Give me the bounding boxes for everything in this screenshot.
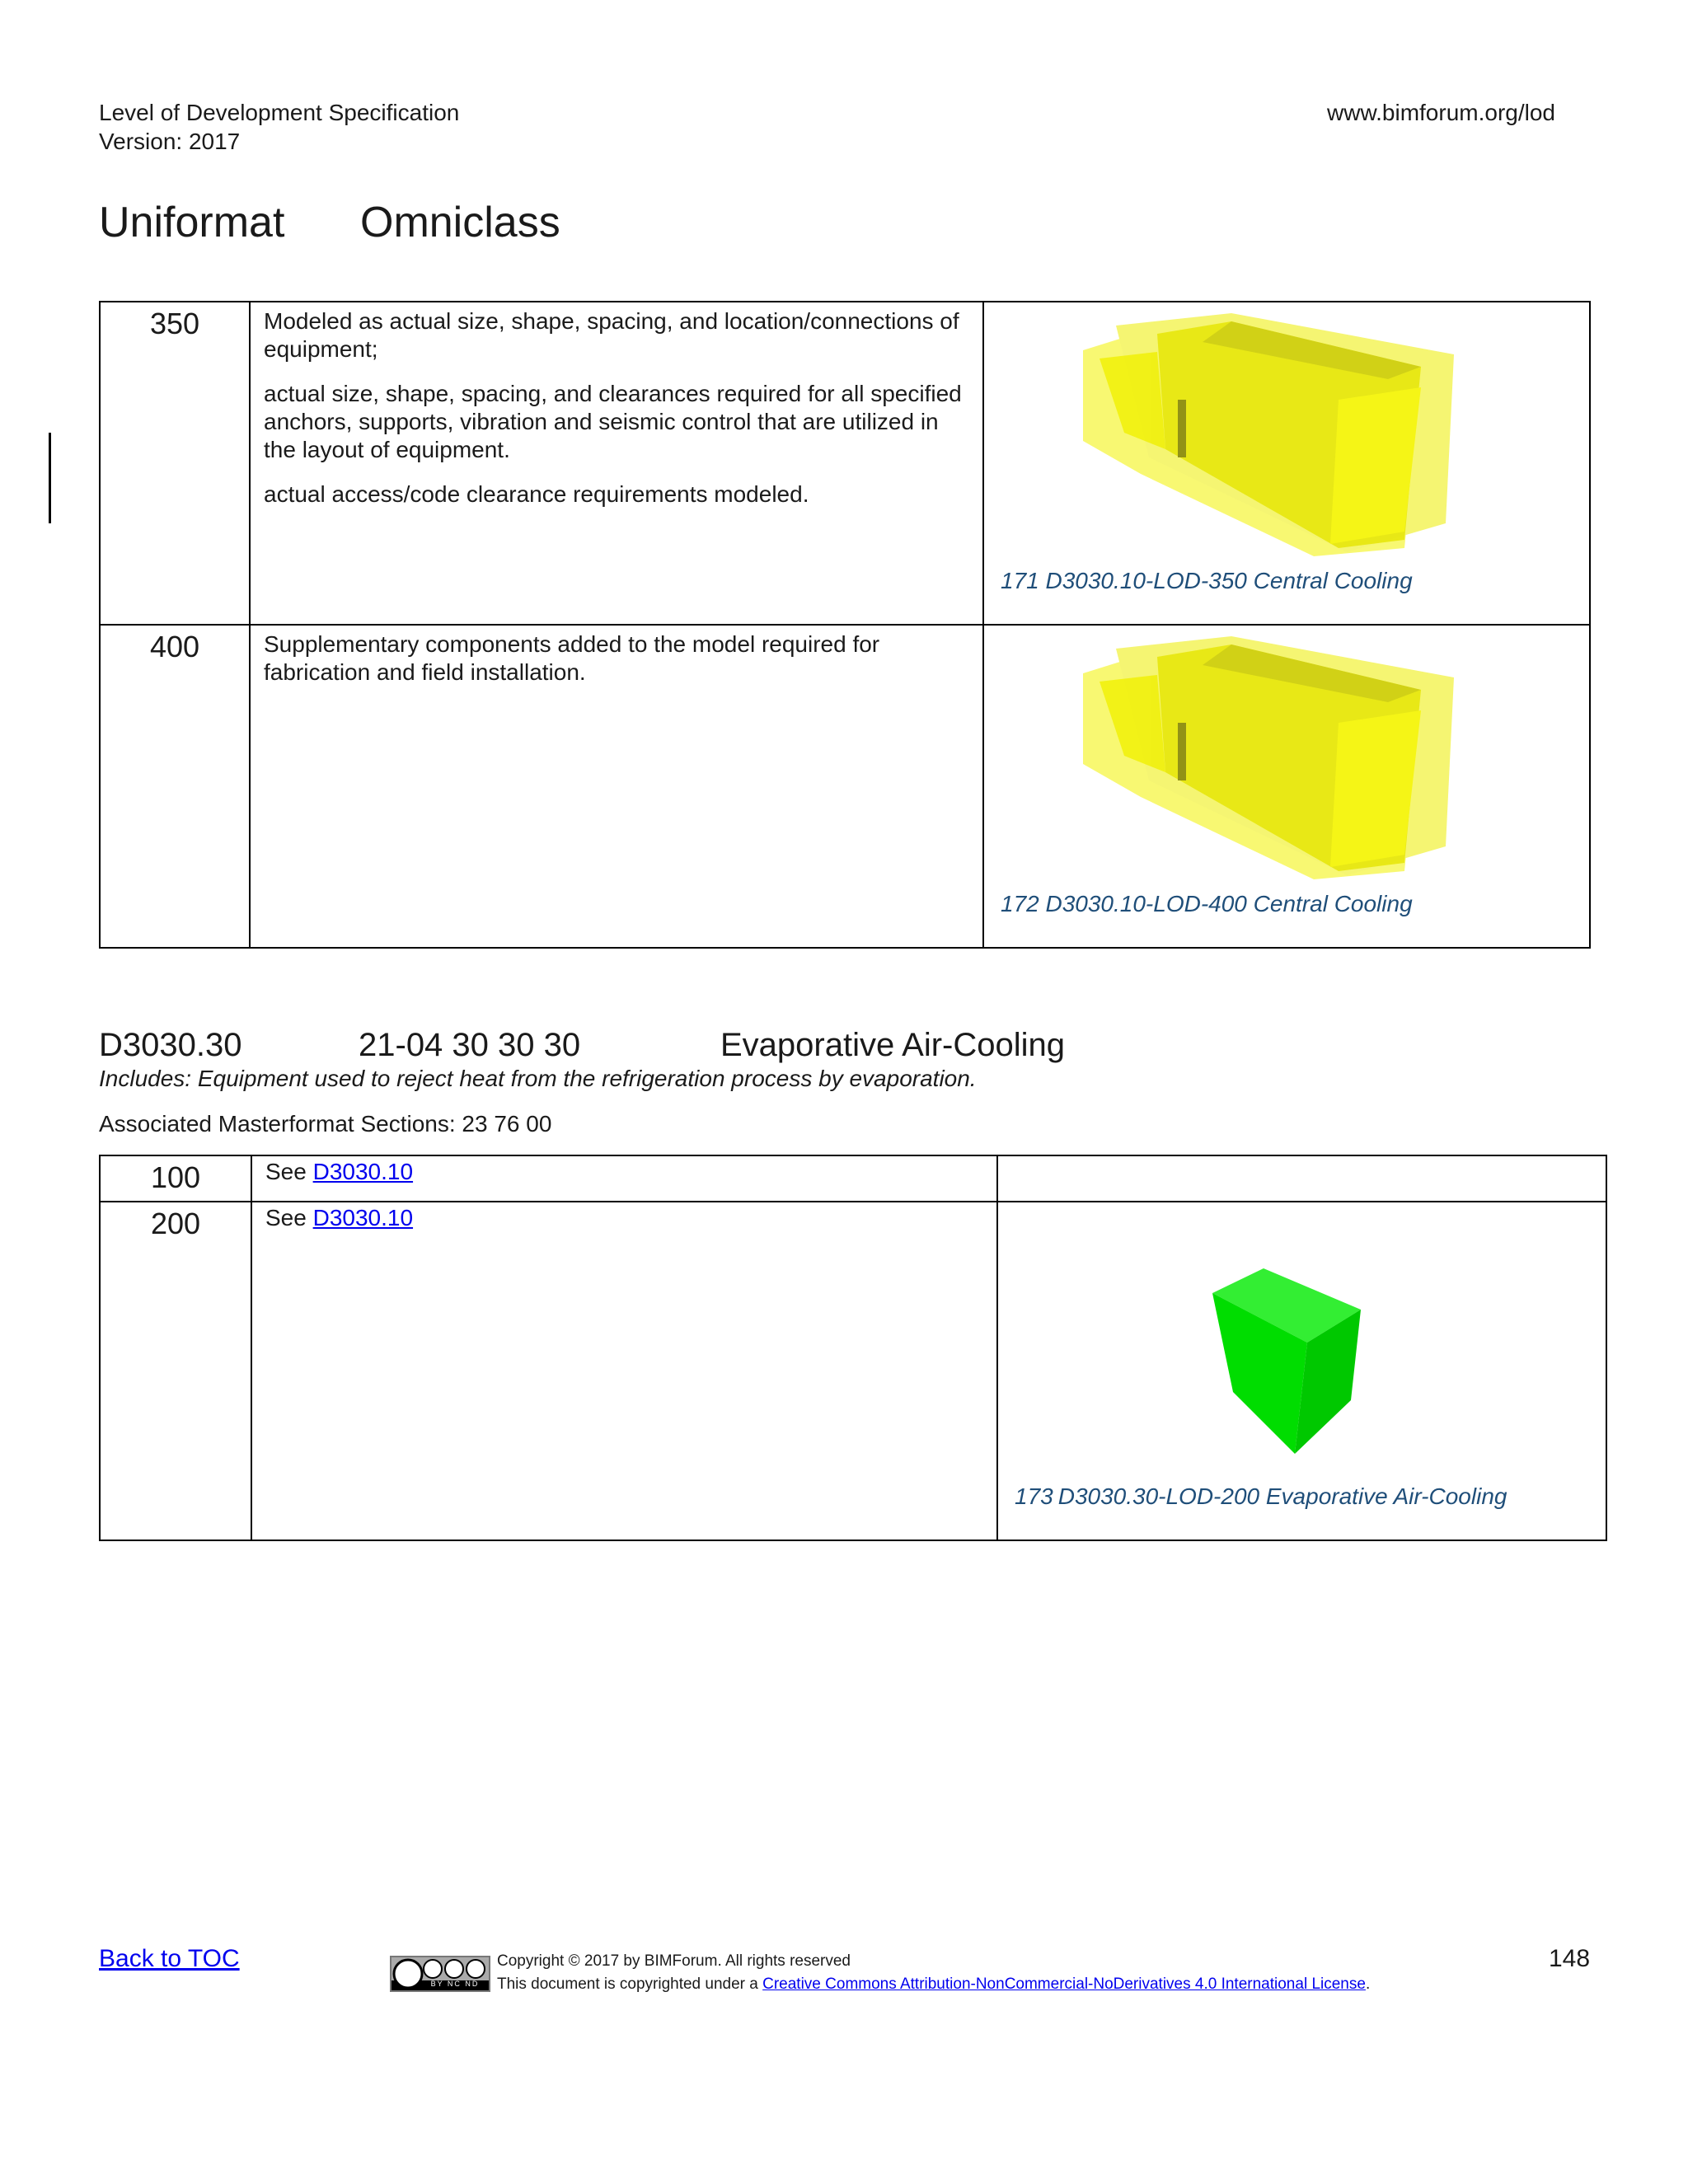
title-omniclass: Omniclass [360,199,560,246]
lod-description [250,302,983,625]
figure-number: 173 [1015,1483,1053,1509]
lod-number: 350 [100,302,250,625]
section-name: Evaporative Air-Cooling [720,1027,1065,1063]
lod-illustration-cell [983,625,1590,948]
description-paragraph: Modeled as actual size, shape, spacing, and location/connections of equipment; [264,308,959,362]
section-omniclass: 21-04 30 30 30 [359,1027,581,1063]
cc-badge-text: BY NC ND [430,1980,480,1988]
copyright-text: Copyright © 2017 by BIMForum. All rights reserved [497,1952,851,1970]
license-prefix: This document is copyrighted under a [497,1975,763,1993]
section-includes: Includes: Equipment used to reject heat from the refrigeration process by evaporation. [99,1066,977,1091]
lod-illustration-cell [983,302,1590,625]
title-uniformat: Uniformat [99,199,285,246]
creative-commons-badge[interactable] [390,1956,490,1992]
evaporative-cooling-200-image [1204,1268,1377,1466]
license-line [497,1974,1370,1995]
back-to-toc-link[interactable]: Back to TOC [99,1945,240,1972]
section-code: D3030.30 [99,1027,242,1063]
table-row [100,1202,1606,1540]
figure-caption [1015,1483,1507,1511]
see-link[interactable]: D3030.10 [312,1159,414,1184]
lod-table-evaporative [99,1155,1607,1541]
figure-caption: 171 D3030.10-LOD-350 Central Cooling [1001,568,1413,593]
description-paragraph: actual size, shape, spacing, and clearances required for all specified anchors, supports, vibration and seismic control that are utilized in the layout of equipment. [264,381,962,462]
page-number: 148 [1549,1945,1591,1972]
lod-description [251,1202,997,1540]
header-url[interactable]: www.bimforum.org/lod [1327,100,1555,125]
lod-number: 400 [100,625,250,948]
license-link[interactable]: Creative Commons Attribution-NonCommercial-NoDerivatives 4.0 International License [762,1975,1366,1993]
figure-title: D3030.30-LOD-200 Evaporative Air-Cooling [1057,1483,1507,1509]
see-link[interactable]: D3030.10 [312,1205,414,1230]
central-cooling-350-image [1067,309,1495,556]
lod-table-central-cooling [99,301,1591,949]
description-paragraph: actual access/code clearance requirements modeled. [264,481,809,507]
lod-illustration-cell [997,1202,1606,1540]
central-cooling-400-image [1067,632,1495,879]
lod-number: 100 [100,1155,251,1202]
lod-number: 200 [100,1202,251,1540]
header-version: Version: 2017 [99,129,241,154]
table-row [100,625,1590,948]
license-suffix: . [1365,1975,1371,1993]
lod-description [250,625,983,948]
masterformat-sections: Associated Masterformat Sections: 23 76 00 [99,1111,552,1137]
see-label: See [265,1205,313,1230]
table-row [100,1155,1606,1202]
see-label: See [265,1159,313,1184]
header-title: Level of Development Specification [99,100,460,125]
table-row [100,302,1590,625]
figure-caption: 172 D3030.10-LOD-400 Central Cooling [1001,891,1413,916]
empty-cell [997,1155,1606,1202]
lod-description [251,1155,997,1202]
description-paragraph: Supplementary components added to the model required for fabrication and field installation. [264,631,880,685]
revision-bar [49,433,51,523]
